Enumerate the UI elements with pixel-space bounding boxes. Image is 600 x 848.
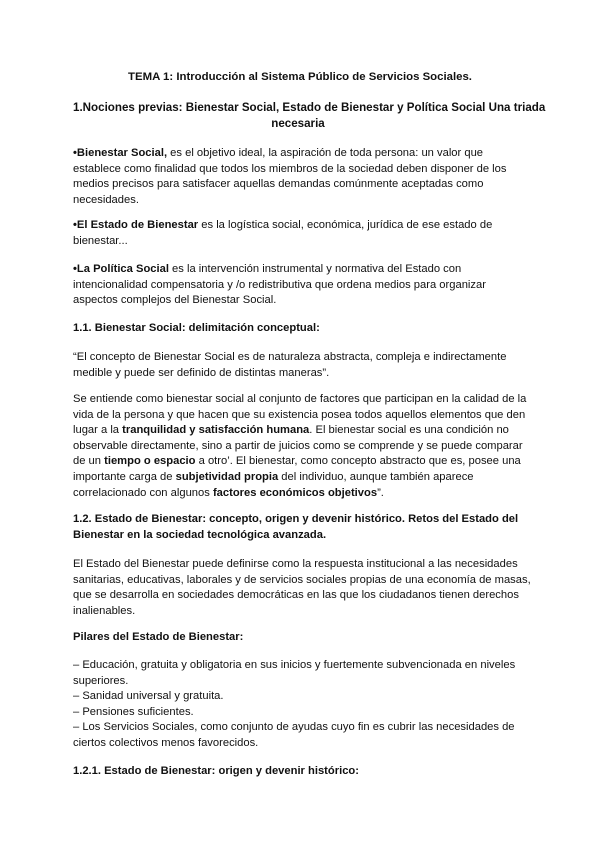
heading-line: 1.2. Estado de Bienestar: concepto, origen y devenir histórico. Retos del Estado del [73, 513, 519, 525]
bold-term: factores económicos objetivos [212, 486, 378, 499]
text-line: bienestar... [73, 234, 128, 247]
text-line: vida de la persona y que hacen que su existencia posea todos aquellos elementos que den [73, 408, 526, 421]
text-line: “El concepto de Bienestar Social es de naturaleza abstracta, compleja e indirectamente [73, 351, 507, 363]
quote-paragraph [73, 350, 523, 381]
paragraph-estado-bienestar [73, 218, 523, 249]
text-fragment: lugar a la [73, 424, 123, 437]
pilares-list [73, 658, 523, 752]
section-1-heading-line-1: 1.Nociones previas: Bienestar Social, Estado de Bienestar y Política Social Una triada [73, 101, 546, 114]
paragraph-bienestar-social [73, 146, 523, 208]
text-line: El Estado del Bienestar puede definirse como la respuesta institucional a las necesidades [73, 558, 518, 570]
text-line: necesidades. [73, 193, 139, 206]
bold-term: tranquilidad y satisfacción humana [122, 424, 310, 437]
bold-term: tiempo o espacio [104, 455, 196, 468]
term-bienestar-social: •Bienestar Social, [73, 147, 168, 159]
text-fragment: de un [73, 455, 105, 468]
text-fragment: a otro’. El bienestar, como concepto abstracto que es, posee una [195, 455, 521, 468]
heading-1-1: 1.1. Bienestar Social: delimitación conceptual: [73, 322, 320, 334]
paragraph-definicion-bienestar [73, 392, 527, 501]
list-item: – Sanidad universal y gratuita. [73, 690, 224, 703]
text-line: es el objetivo ideal, la aspiración de toda persona: un valor que [167, 147, 484, 159]
term-politica-social: •La Política Social [73, 263, 169, 275]
text-line: medios precisos para satisfacer aquellas demandas comúnmente aceptadas como [73, 178, 484, 191]
heading-1-2 [73, 512, 523, 543]
text-fragment: . El bienestar social es una condición no [309, 424, 509, 437]
text-line: aspectos complejos del Bienestar Social. [73, 294, 277, 307]
list-item-continuation: ciertos colectivos menos favorecidos. [73, 736, 259, 749]
list-item-continuation: superiores. [73, 674, 129, 687]
document-title: TEMA 1: Introducción al Sistema Público de Servicios Sociales. [128, 71, 472, 83]
text-line: observable directamente, sino a partir de juicios como se comprende y se puede comparar [73, 439, 523, 452]
heading-1-2-1: 1.2.1. Estado de Bienestar: origen y devenir histórico: [73, 765, 359, 777]
list-item: – Pensiones suficientes. [73, 705, 194, 718]
text-fragment: importante carga de [73, 470, 176, 483]
section-1-heading-line-2: necesaria [271, 117, 325, 130]
text-fragment: del individuo, aunque también aparece [278, 470, 474, 483]
paragraph-definicion-estado [73, 557, 531, 619]
section-1-heading [73, 100, 546, 132]
term-estado-bienestar: •El Estado de Bienestar [73, 219, 199, 231]
text-line: inalienables. [73, 604, 136, 617]
text-line: medible y puede ser definido de distintas maneras”. [73, 366, 330, 379]
list-item: – Los Servicios Sociales, como conjunto de ayudas cuyo fin es cubrir las necesidades de [73, 721, 515, 734]
text-line: sanitarias, educativas, laborales y de servicios sociales propias de una economía de masas, [73, 573, 531, 586]
text-line: intencionalidad compensatoria y /o redistributiva que ordena medios para organizar [73, 278, 486, 291]
bold-term: subjetividad propia [175, 470, 279, 483]
text-line: es la intervención instrumental y normativa del Estado con [168, 263, 462, 275]
text-fragment: correlacionado con algunos [73, 486, 213, 499]
text-line: es la logística social, económica, jurídica de ese estado de [198, 219, 493, 231]
heading-pilares: Pilares del Estado de Bienestar: [73, 631, 244, 643]
paragraph-politica-social [73, 262, 523, 309]
list-item: – Educación, gratuita y obligatoria en sus inicios y fuertemente subvencionada en niveles [73, 659, 516, 671]
text-fragment: ”. [377, 486, 384, 499]
heading-line: Bienestar en la sociedad tecnológica avanzada. [73, 528, 327, 541]
text-line: que se desarrolla en sociedades democráticas en las que los ciudadanos tienen derechos [73, 589, 519, 602]
text-line: Se entiende como bienestar social al conjunto de factores que participan en la calidad de la [73, 393, 527, 405]
text-line: establece como finalidad que todos los miembros de la sociedad deben disponer de los [73, 162, 507, 175]
